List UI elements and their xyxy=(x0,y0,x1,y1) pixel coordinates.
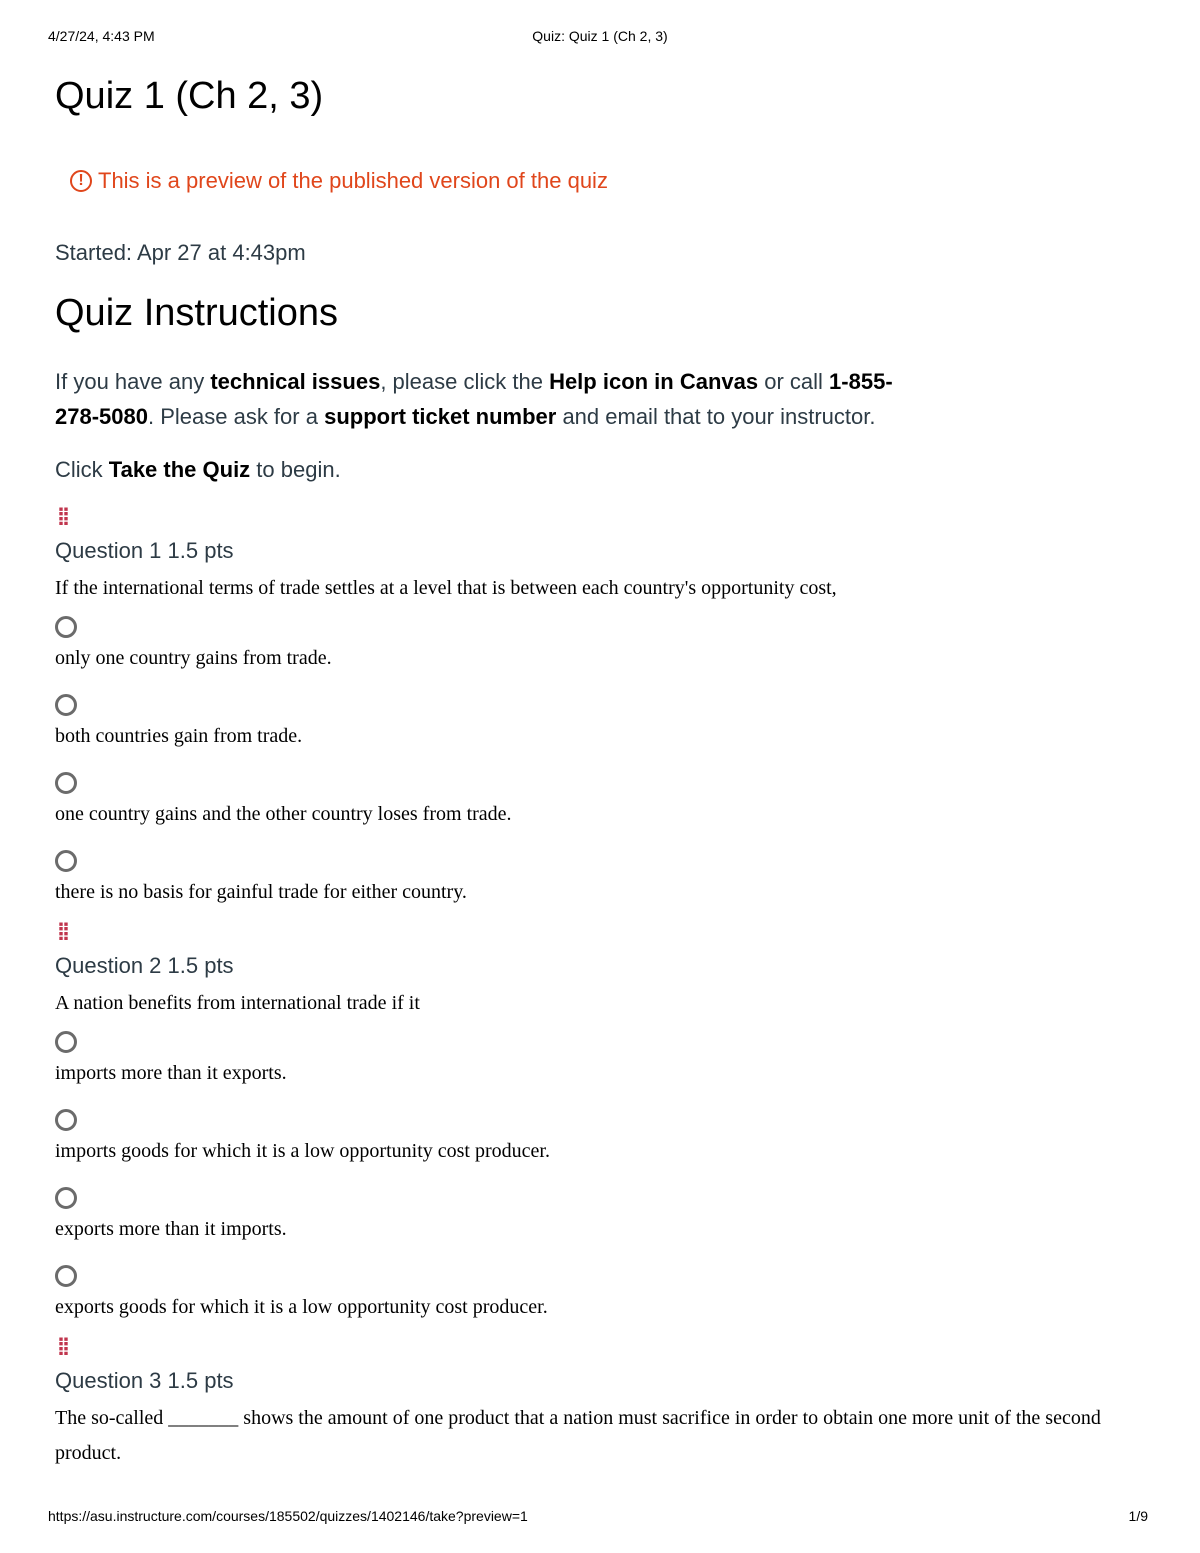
instr-text-5: and email that to your instructor. xyxy=(556,404,876,429)
instr-text-4: . Please ask for a xyxy=(147,404,325,429)
warning-circle-icon: ! xyxy=(70,170,92,192)
question-3 xyxy=(55,1335,1155,1471)
question-text: The so-called _______ shows the amount of one product that a nation must sacrifice in order to obtain one more unit of the second product. xyxy=(55,1407,1101,1464)
question-header: Question 3 1.5 pts xyxy=(55,1368,234,1393)
radio-button[interactable] xyxy=(55,850,77,872)
instr-text-2: , please click the xyxy=(380,369,550,394)
quiz-content xyxy=(55,70,1155,1471)
answer-option[interactable] xyxy=(55,1109,1155,1163)
answer-text: one country gains and the other country loses from trade. xyxy=(55,803,512,825)
answer-option[interactable] xyxy=(55,1187,1155,1241)
drag-handle-icon[interactable]: ⁞⁞ xyxy=(57,919,67,946)
radio-button[interactable] xyxy=(55,1187,77,1209)
click-bold-take-quiz: Take the Quiz xyxy=(108,457,251,482)
radio-button[interactable] xyxy=(55,1109,77,1131)
instr-bold-technical-issues: technical issues xyxy=(210,369,381,394)
question-text: If the international terms of trade settles at a level that is between each country's opportunity cost, xyxy=(55,577,837,599)
print-page-number: 1/9 xyxy=(1128,1508,1148,1524)
answer-option[interactable] xyxy=(55,1265,1155,1319)
radio-button[interactable] xyxy=(55,1265,77,1287)
question-1 xyxy=(55,505,1155,904)
radio-button[interactable] xyxy=(55,616,77,638)
answer-option[interactable] xyxy=(55,694,1155,748)
print-datetime: 4/27/24, 4:43 PM xyxy=(48,28,155,44)
answer-text: imports goods for which it is a low opportunity cost producer. xyxy=(55,1140,550,1162)
print-footer xyxy=(0,1508,1200,1528)
quiz-title: Quiz 1 (Ch 2, 3) xyxy=(55,75,324,117)
answer-option[interactable] xyxy=(55,850,1155,904)
answer-text: imports more than it exports. xyxy=(55,1062,287,1084)
answer-option[interactable] xyxy=(55,772,1155,826)
question-header: Question 2 1.5 pts xyxy=(55,953,234,978)
question-text: A nation benefits from international trade if it xyxy=(55,992,420,1014)
click-text-1: Click xyxy=(55,457,109,482)
instr-bold-phone: 1-855-278-5080 xyxy=(55,369,893,429)
question-header: Question 1 1.5 pts xyxy=(55,538,234,563)
radio-button[interactable] xyxy=(55,1031,77,1053)
print-url: https://asu.instructure.com/courses/185502/quizzes/1402146/take?preview=1 xyxy=(48,1508,528,1524)
question-2 xyxy=(55,920,1155,1319)
instr-bold-help-icon: Help icon in Canvas xyxy=(549,369,759,394)
drag-handle-icon[interactable]: ⁞⁞ xyxy=(57,504,67,531)
instr-text-3: or call xyxy=(758,369,830,394)
radio-button[interactable] xyxy=(55,772,77,794)
quiz-started-time: Started: Apr 27 at 4:43pm xyxy=(55,240,306,265)
print-header xyxy=(0,28,1200,48)
answer-text: there is no basis for gainful trade for either country. xyxy=(55,881,467,903)
answer-text: only one country gains from trade. xyxy=(55,647,332,669)
print-page-title: Quiz: Quiz 1 (Ch 2, 3) xyxy=(532,28,668,44)
answer-text: both countries gain from trade. xyxy=(55,725,303,747)
answer-option[interactable] xyxy=(55,616,1155,670)
click-text-2: to begin. xyxy=(250,457,341,482)
preview-notice xyxy=(70,164,1155,198)
answer-text: exports more than it imports. xyxy=(55,1218,287,1240)
instr-text-1: If you have any xyxy=(55,369,211,394)
drag-handle-icon[interactable]: ⁞⁞ xyxy=(57,1334,67,1361)
radio-button[interactable] xyxy=(55,694,77,716)
instr-bold-ticket: support ticket number xyxy=(324,404,557,429)
instructions-text xyxy=(55,364,895,434)
preview-notice-text: This is a preview of the published version of the quiz xyxy=(98,168,608,193)
instructions-heading: Quiz Instructions xyxy=(55,292,338,334)
take-quiz-instruction xyxy=(55,452,1155,487)
answer-option[interactable] xyxy=(55,1031,1155,1085)
answer-text: exports goods for which it is a low opportunity cost producer. xyxy=(55,1296,548,1318)
